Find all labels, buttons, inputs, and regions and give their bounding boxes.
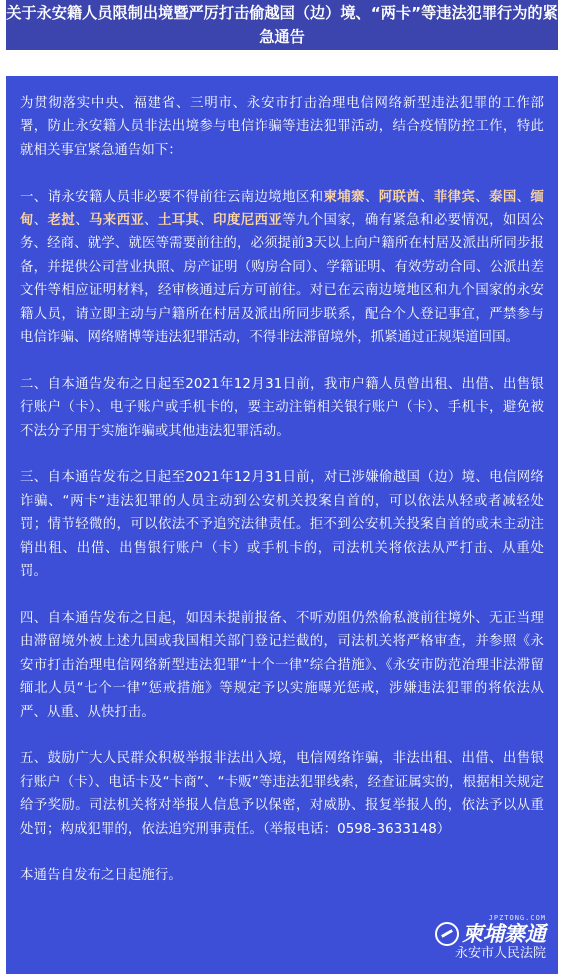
country-9: 印度尼西亚 — [213, 213, 283, 229]
country-5: 缅甸 — [20, 189, 544, 229]
country-8: 土耳其 — [157, 213, 200, 229]
separator: 、 — [364, 189, 379, 205]
separator: 、 — [75, 213, 89, 229]
notice-content — [20, 92, 544, 911]
separator: 、 — [144, 213, 158, 229]
separator: 、 — [420, 189, 434, 205]
section-1-lead: 一、请永安籍人员非必要不得前往云南边境地区和 — [20, 189, 324, 205]
country-4: 泰国 — [489, 189, 517, 205]
closing-paragraph: 本通告自发布之日起施行。 — [20, 868, 182, 884]
section-4: 四、自本通告发布之日起，如因未提前报备、不听劝阻仍然偷私渡前往境外、无正当理由滞留境外被上述九国或我国相关部门登记拦截的，司法机关将严格审查，并参照《永安市打击治理电信网络新型违法犯罪“十个一律”综合措施》、《永安市防范治理非法滞留缅北人员“七个一律”惩戒措施》等规定予以实施曝光惩戒，涉嫌违法犯罪的将依法从严、从重、从快打击。 — [20, 610, 544, 720]
watermark-logo-text: 柬埔寨通 — [462, 922, 546, 946]
logo-circle-icon — [435, 922, 459, 946]
watermark — [396, 914, 546, 970]
separator: 、 — [516, 189, 531, 205]
notice-title: 关于永安籍人员限制出境暨严厉打击偷越国（边）境、“两卡”等违法犯罪行为的紧急通告 — [6, 4, 558, 46]
country-6: 老挝 — [47, 213, 76, 229]
country-1: 柬埔寨 — [323, 189, 365, 205]
section-5: 五、鼓励广大人民群众积极举报非法出入境，电信网络诈骗，非法出租、出借、出售银行账户（卡）、电话卡及“卡商”、“卡贩”等违法犯罪线索，经查证属实的，根据相关规定给予奖励。司法机关将对举报人信息予以保密，对威胁、报复举报人的，依法予以从重处罚；构成犯罪的，依法追究刑事责任。（举报电话：0598-3633148） — [20, 751, 544, 837]
watermark-url: JPZTONG.COM — [488, 914, 546, 922]
section-1 — [20, 186, 544, 350]
country-2: 阿联酋 — [378, 189, 421, 205]
section-3: 三、自本通告发布之日起至2021年12月31日前，对已涉嫌偷越国（边）境、电信网络诈骗、“两卡”违法犯罪的人员主动到公安机关投案自首的，可以依法从轻或者减轻处罚；情节轻微的，可以依法不予追究法律责任。拒不到公安机关投案自首的或未主动注销出租、出借、出售银行账户（卡）或手机卡的，司法机关将依法从严打击、从重处罚。 — [20, 470, 544, 580]
court-name: 永安市人民法院 — [454, 946, 546, 961]
separator: 、 — [475, 189, 490, 205]
separator: 、 — [199, 213, 214, 229]
section-2: 二、自本通告发布之日起至2021年12月31日前，我市户籍人员曾出租、出借、出售银行账户（卡）、电子账户或手机卡的，要主动注销相关银行账户（卡）、手机卡，避免被不法分子用于实施诈骗或其他违法犯罪活动。 — [20, 376, 544, 439]
country-7: 马来西亚 — [88, 213, 145, 229]
section-1-rest: 等九个国家，确有紧急和必要情况，如因公务、经商、就学、就医等需要前往的，必须提前3天以上向户籍所在村居及派出所同步报备，并提供公司营业执照、房产证明（购房合同）、学籍证明、有效劳动合同、公派出差文件等相应证明材料，经审核通过后方可前往。对已在云南边境地区和九个国家的永安籍人员，请立即主动与户籍所在村居及派出所同步联系，配合个人登记事宜，严禁参与电信诈骗、网络赌博等违法犯罪活动，不得非法滞留境外，抓紧通过正规渠道回国。 — [20, 213, 544, 346]
separator: 、 — [33, 213, 48, 229]
watermark-logo — [396, 922, 546, 946]
intro-paragraph: 为贯彻落实中央、福建省、三明市、永安市打击治理电信网络新型违法犯罪的工作部署，防止永安籍人员非法出境参与电信诈骗等违法犯罪活动，结合疫情防控工作，特此就相关事宜紧急通告如下： — [20, 96, 544, 158]
country-3: 菲律宾 — [433, 189, 476, 205]
title-banner — [6, 0, 558, 50]
notice-panel — [6, 76, 558, 974]
